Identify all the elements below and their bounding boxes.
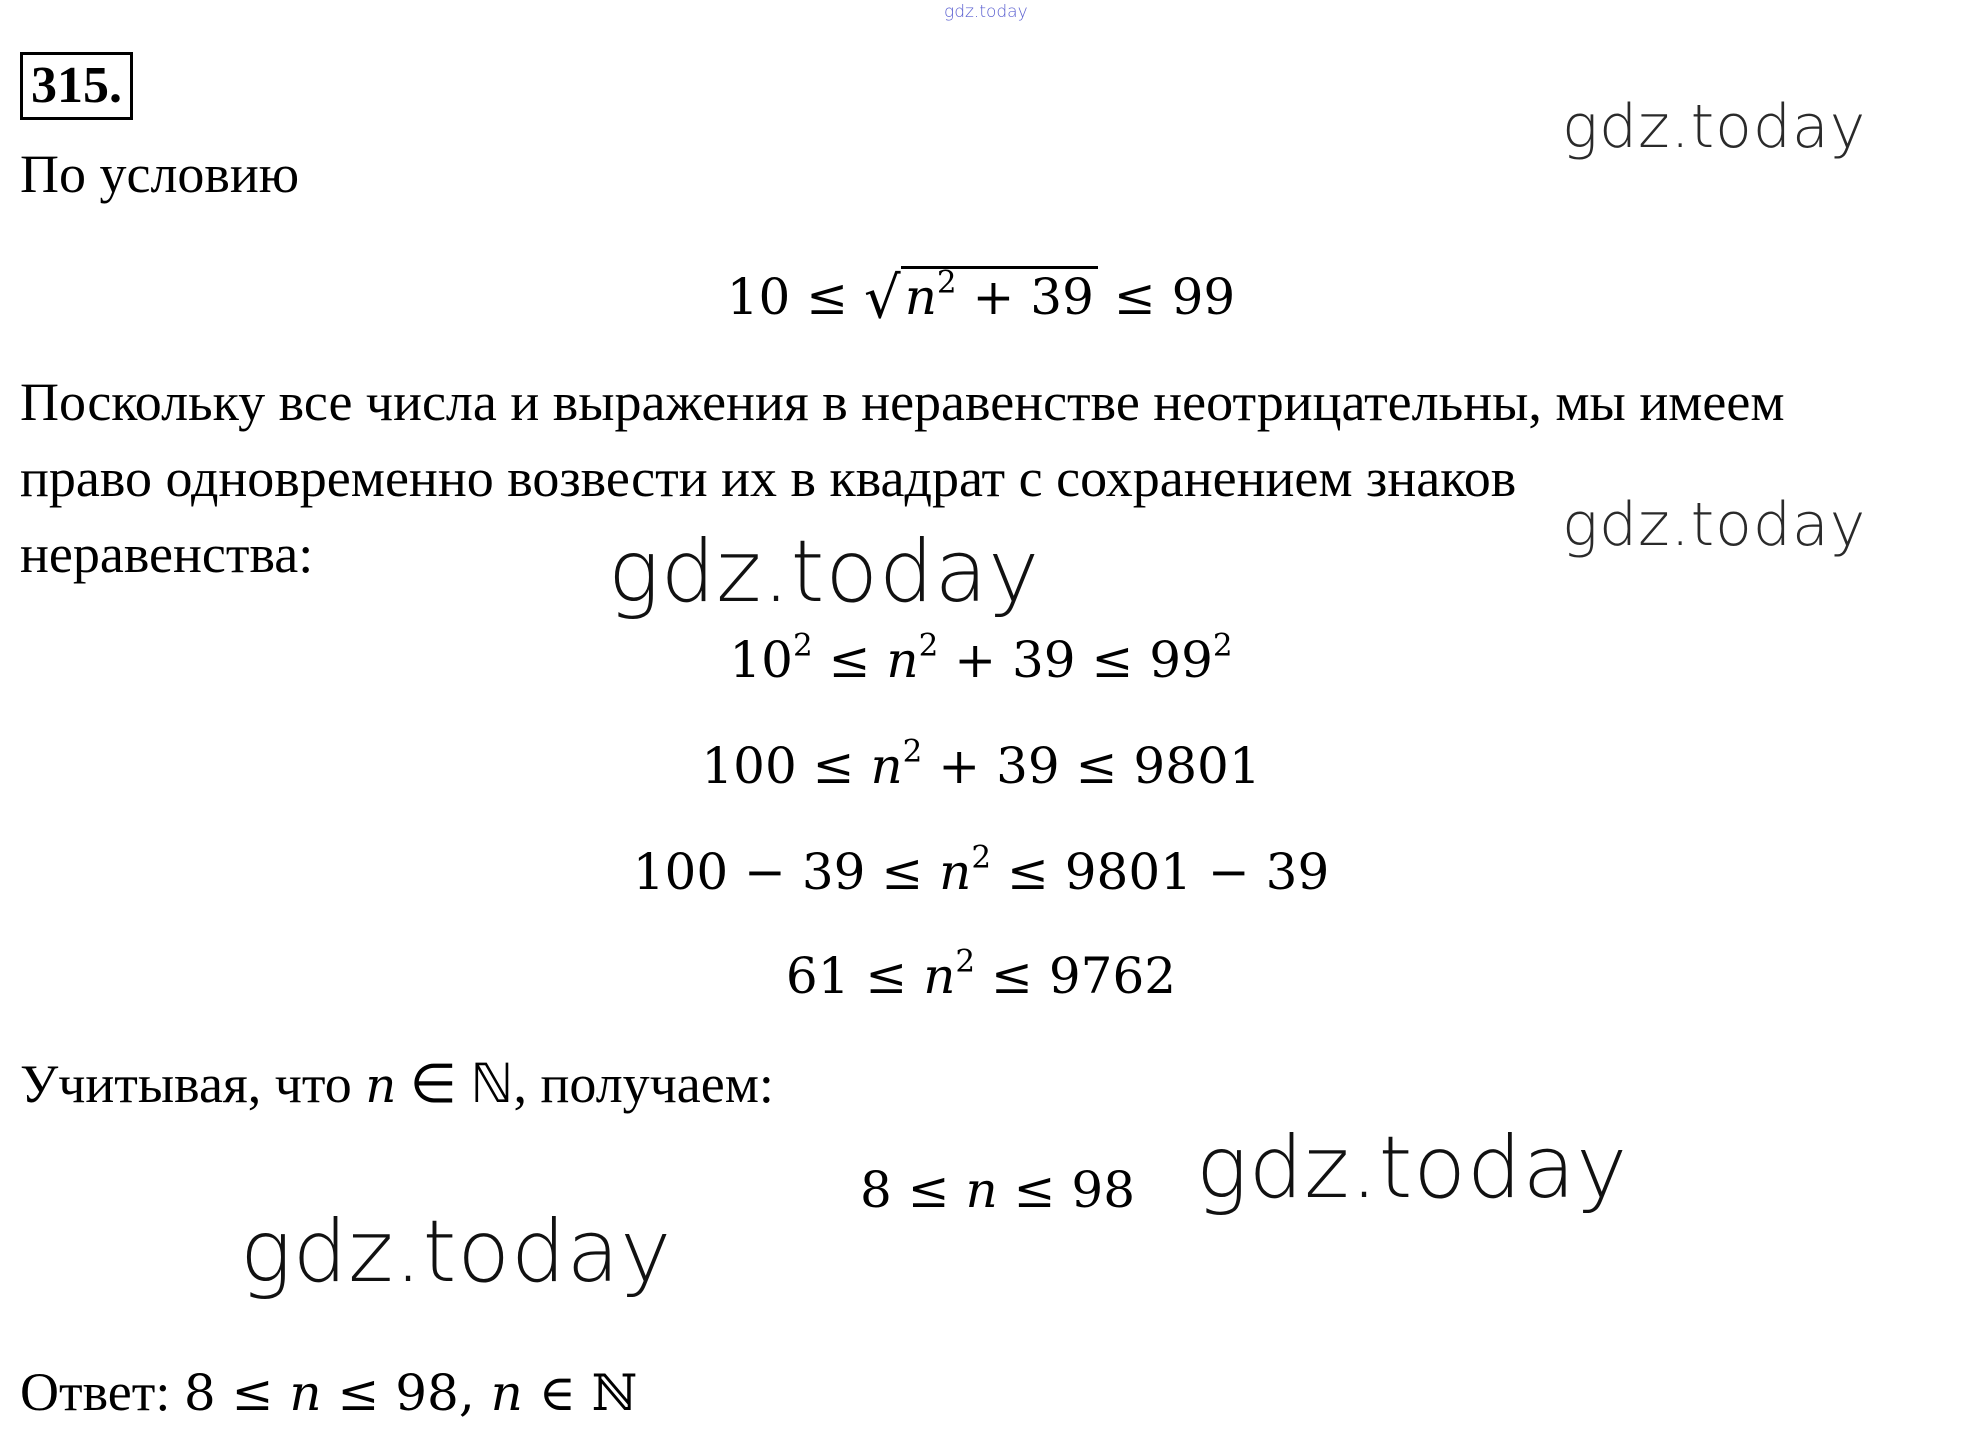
step1-base-left: 10	[729, 631, 793, 689]
step4-variable-exp: 2	[955, 943, 976, 980]
step3-right: ≤ 9801 − 39	[991, 843, 1330, 901]
watermark-top: gdz.today	[944, 2, 1028, 22]
reason-line-3: неравенства:	[20, 524, 314, 584]
result-variable: n	[965, 1161, 998, 1219]
radicand-variable: n	[904, 268, 937, 326]
natural-note-variable: n	[365, 1058, 397, 1114]
watermark-center: gdz.today	[608, 522, 1041, 622]
answer-middle: ≤ 98,	[321, 1364, 491, 1422]
step2-left: 100 ≤	[701, 737, 871, 795]
result-inequality	[860, 1160, 1135, 1220]
step2-variable: n	[870, 737, 903, 795]
reason-line-1: Поскольку все числа и выражения в неравенстве неотрицательны, мы имеем	[20, 372, 1785, 432]
step4-left: 61 ≤	[785, 947, 924, 1005]
answer-variable-2: n	[490, 1364, 523, 1422]
answer-label: Ответ:	[20, 1362, 184, 1422]
radicand-exponent: 2	[936, 264, 957, 301]
watermark-near-result: gdz.today	[1196, 1118, 1629, 1218]
answer-variable-1: n	[289, 1364, 322, 1422]
natural-number-note	[20, 1054, 774, 1116]
condition-left: 10 ≤	[726, 268, 865, 326]
step1-exp-left: 2	[792, 627, 813, 664]
step3-variable: n	[939, 843, 972, 901]
problem-number: 315.	[20, 52, 133, 120]
watermark-right-middle: gdz.today	[1562, 490, 1867, 560]
answer-left: 8 ≤	[183, 1364, 290, 1422]
watermark-right-upper: gdz.today	[1562, 92, 1867, 162]
condition-inequality	[0, 264, 1962, 332]
result-right: ≤ 98	[997, 1161, 1136, 1219]
answer-math	[184, 1364, 638, 1422]
step2-right: + 39 ≤ 9801	[922, 737, 1261, 795]
answer-line	[20, 1362, 637, 1423]
square-root	[864, 264, 1098, 332]
natural-note-after: ∈ ℕ, получаем:	[396, 1054, 774, 1114]
natural-note-before: Учитывая, что	[20, 1054, 366, 1114]
step1-right: + 39 ≤ 99	[938, 631, 1213, 689]
step-squared-inequality	[0, 627, 1962, 690]
radicand	[901, 266, 1098, 324]
step4-variable: n	[923, 947, 956, 1005]
watermark-lower-left: gdz.today	[240, 1202, 673, 1302]
step3-variable-exp: 2	[971, 839, 992, 876]
condition-intro: По условию	[20, 144, 300, 204]
step1-le: ≤	[812, 631, 887, 689]
step1-variable-exp: 2	[918, 627, 939, 664]
answer-right: ∈ ℕ	[522, 1364, 638, 1422]
radicand-rest: + 39	[956, 268, 1094, 326]
condition-right: ≤ 99	[1097, 268, 1236, 326]
result-left: 8 ≤	[860, 1161, 966, 1219]
step4-right: ≤ 9762	[975, 947, 1177, 1005]
reason-line-2: право одновременно возвести их в квадрат с сохранением знаков	[20, 448, 1517, 508]
step-simplified	[0, 943, 1962, 1006]
step1-variable: n	[886, 631, 919, 689]
step-evaluated-squares	[0, 733, 1962, 796]
step2-variable-exp: 2	[902, 733, 923, 770]
step-subtract-39	[0, 839, 1962, 902]
step3-left: 100 − 39 ≤	[632, 843, 940, 901]
radical-sign-icon: √	[864, 264, 901, 332]
step1-exp-right: 2	[1212, 627, 1233, 664]
